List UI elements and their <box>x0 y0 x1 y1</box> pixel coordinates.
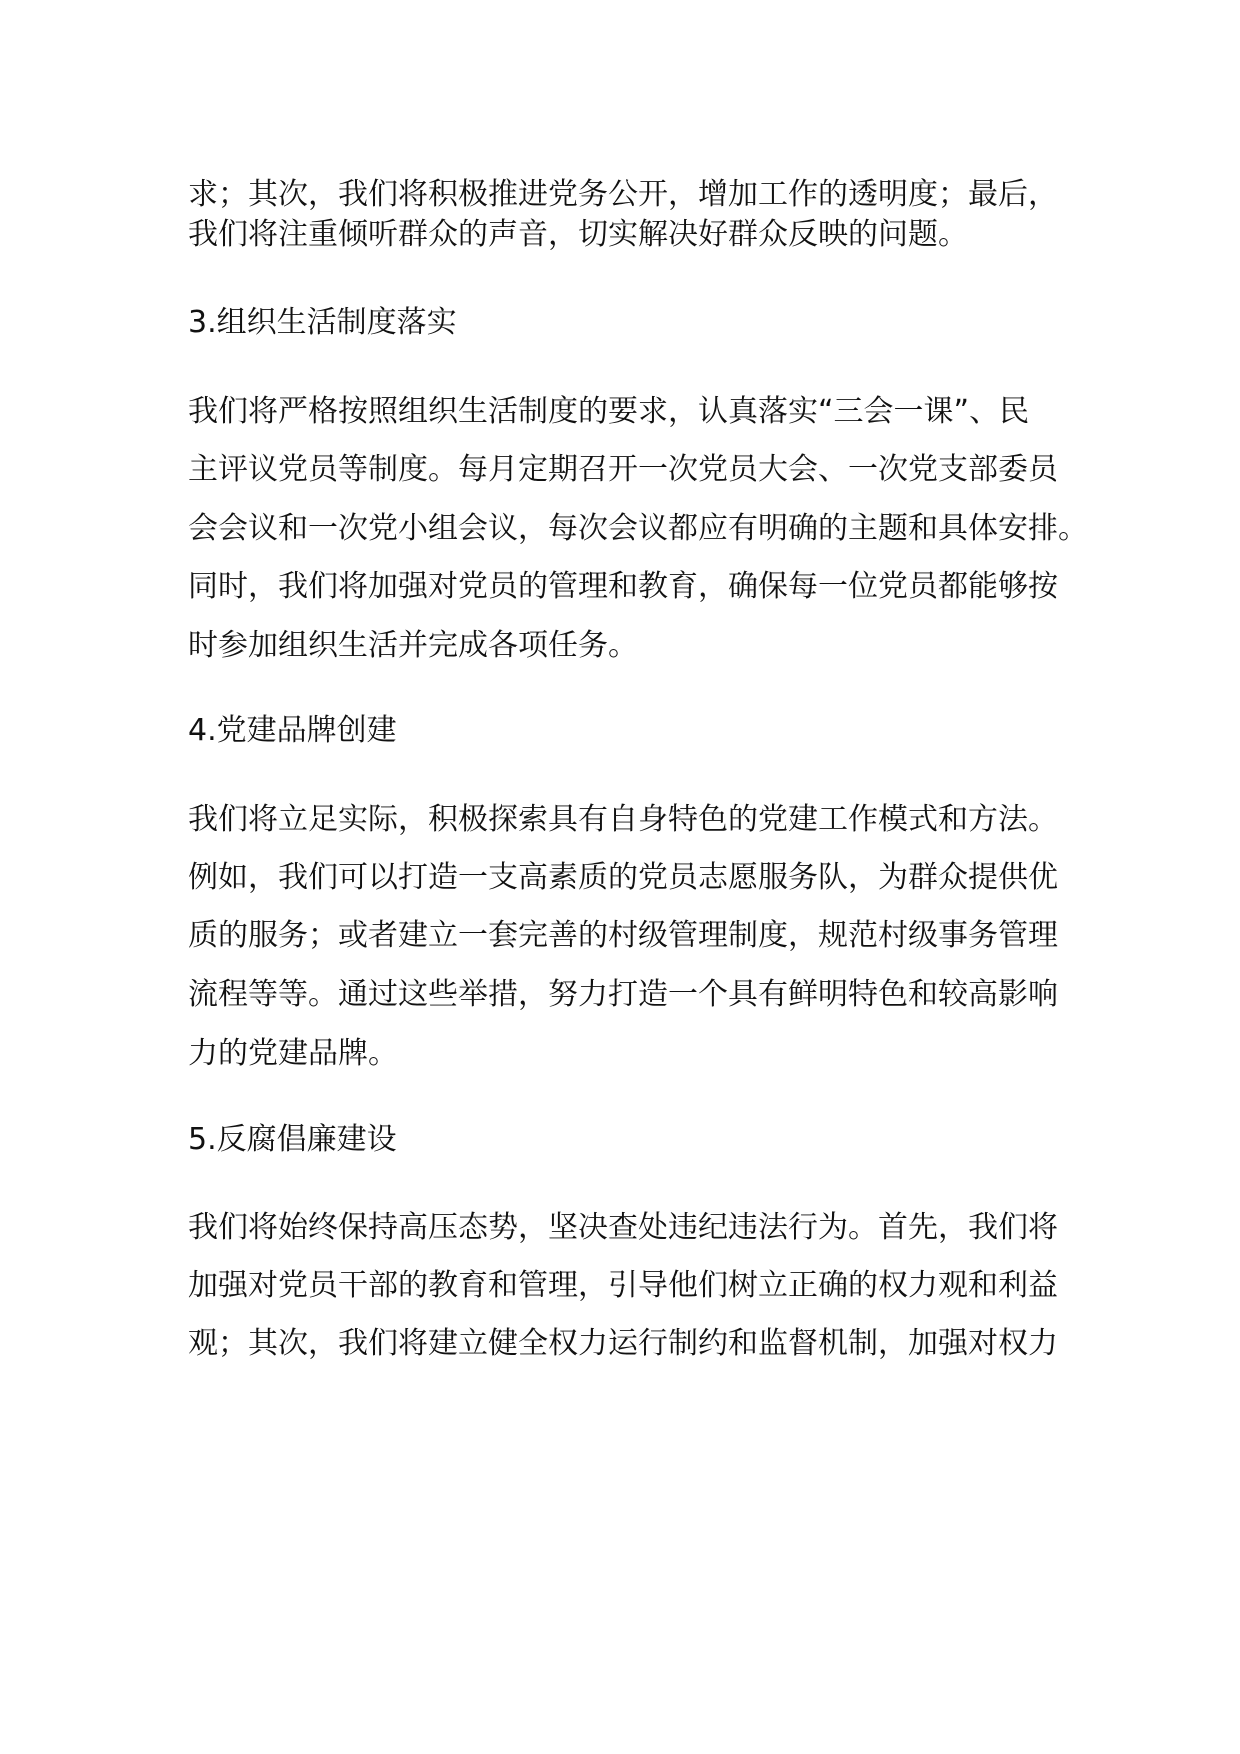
paragraph-line: 我们将始终保持高压态势，坚决查处违纪违法行为。首先，我们将 <box>188 1210 1058 1245</box>
paragraph-line: 流程等等。通过这些举措，努力打造一个具有鲜明特色和较高影响 <box>188 977 1058 1012</box>
paragraph-line: 会会议和一次党小组会议，每次会议都应有明确的主题和具体安排。 <box>188 511 1088 546</box>
paragraph-line: 我们将注重倾听群众的声音，切实解决好群众反映的问题。 <box>188 217 968 252</box>
paragraph-line: 主评议党员等制度。每月定期召开一次党员大会、一次党支部委员 <box>188 452 1058 487</box>
paragraph-line: 加强对党员干部的教育和管理，引导他们树立正确的权力观和利益 <box>188 1268 1058 1303</box>
paragraph-line: 同时，我们将加强对党员的管理和教育，确保每一位党员都能够按 <box>188 569 1058 604</box>
paragraph-line: 求；其次，我们将积极推进党务公开，增加工作的透明度；最后， <box>188 177 1058 212</box>
section-heading: 5.反腐倡廉建设 <box>188 1122 397 1157</box>
paragraph-line: 观；其次，我们将建立健全权力运行制约和监督机制，加强对权力 <box>188 1326 1058 1361</box>
paragraph-line: 例如，我们可以打造一支高素质的党员志愿服务队，为群众提供优 <box>188 860 1058 895</box>
section-heading: 3.组织生活制度落实 <box>188 305 457 340</box>
section-heading: 4.党建品牌创建 <box>188 713 397 748</box>
paragraph-line: 我们将立足实际，积极探索具有自身特色的党建工作模式和方法。 <box>188 802 1058 837</box>
paragraph-line: 时参加组织生活并完成各项任务。 <box>188 628 638 663</box>
paragraph-line: 力的党建品牌。 <box>188 1036 398 1071</box>
paragraph-line: 我们将严格按照组织生活制度的要求，认真落实“三会一课”、民 <box>188 394 1030 429</box>
paragraph-line: 质的服务；或者建立一套完善的村级管理制度，规范村级事务管理 <box>188 918 1058 953</box>
